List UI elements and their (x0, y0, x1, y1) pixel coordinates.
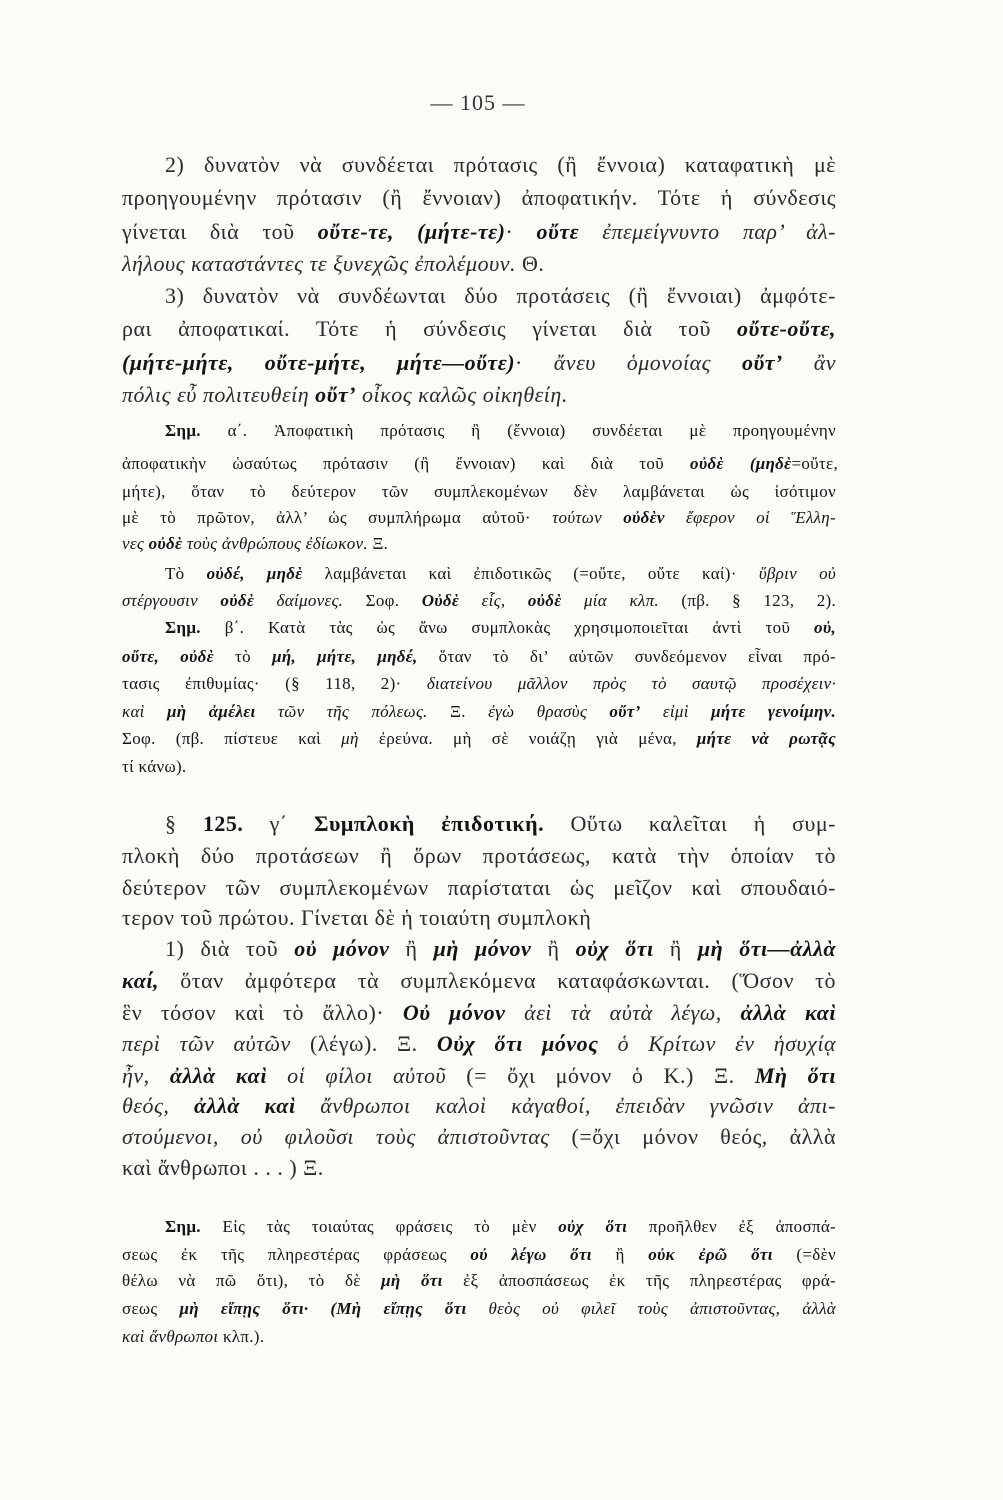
bold-term-run: οὐχ ὅτι (575, 936, 654, 961)
section-heading-line (165, 809, 836, 839)
bold-label-run: Σημ. (165, 618, 201, 637)
italic-example-run: νες (122, 534, 149, 553)
italic-example-run: τῶν τῆς πόλεως. (255, 702, 428, 721)
bold-term-run: οὐκ ἐρῶ ὅτι (648, 1245, 773, 1264)
text-run: σεως (122, 1299, 180, 1318)
text-run: κλπ.). (218, 1327, 265, 1346)
body-text-line (165, 281, 836, 311)
text-run: ἐρεύνα. μὴ σὲ νοιάζῃ γιὰ μένα, (358, 729, 697, 748)
text-run: 2) δυνατὸν νὰ συνδέεται πρότασις (ἢ ἔννοια) καταφατικὴ μὲ (165, 152, 836, 177)
bold-term-run: Μὴ ὅτι (754, 1063, 837, 1088)
italic-example-run: ἐπεμείγνυντο παρ’ ἀλ- (579, 219, 836, 244)
body-text-line (122, 217, 836, 247)
text-run: μὲ τὸ πρῶτον, ἀλλ’ ὡς συμπλήρωμα αὐτοῦ· (122, 508, 553, 527)
body-text-line (122, 1153, 836, 1183)
body-text-line (122, 314, 836, 344)
bold-term-run: οὔτ’ (315, 382, 357, 407)
italic-example-run: εἰμὶ (640, 702, 712, 721)
body-text-line (122, 841, 836, 871)
bold-term-run: οὐχ ὅτι (558, 1217, 628, 1236)
bold-term-run: οὔτε, οὐδὲ (122, 647, 214, 666)
note-text-line (122, 480, 836, 504)
text-run: ἢ (531, 936, 576, 961)
text-run: (=δὲν (772, 1245, 836, 1264)
italic-example-run: πόλις εὖ πολιτευθείη (122, 382, 316, 407)
bold-term-run: μή, μήτε, μηδέ, (272, 647, 418, 666)
text-run: ἢ (653, 936, 698, 961)
bold-term-run: Οὐ μόνον (402, 1000, 506, 1025)
body-text-line (122, 348, 836, 378)
body-text-line (122, 1091, 836, 1121)
text-run: γ΄ (243, 811, 315, 836)
note-text-line (122, 532, 836, 556)
italic-example-run: θεὸς οὐ φιλεῖ τοὺς ἀπιστοῦντας, ἀλλὰ (466, 1299, 836, 1318)
italic-example-run: περὶ τῶν αὐτῶν (122, 1031, 291, 1056)
italic-example-run: οἶκος καλῶς οἰκηθείη. (356, 382, 568, 407)
bold-term-run: Οὐδὲ (421, 591, 460, 610)
bold-term-run: οὔτ’ (609, 702, 641, 721)
text-run: λαμβάνεται καὶ ἐπιδοτικῶς (=οὔτε, οὔτε καί)· (302, 564, 759, 583)
bold-term-run: ἀλλὰ καὶ (194, 1093, 296, 1118)
text-run: =οὔτε, (791, 454, 838, 473)
text-run: 1) διὰ τοῦ (165, 936, 295, 961)
bold-term-run: οὐδὲ (527, 591, 562, 610)
text-run: προηγουμένην πρότασιν (ἢ ἔννοιαν) ἀποφατικήν. Τότε ἡ σύνδεσις (122, 185, 836, 210)
note-text-line (165, 616, 836, 640)
bold-term-run: μὴ μόνον (433, 936, 532, 961)
text-run: ἓν τόσον καὶ τὸ ἄλλο)· (122, 1000, 403, 1025)
text-run: Ξ. (427, 702, 489, 721)
text-run: πλοκὴ δύο προτάσεων ἢ ὅρων προτάσεως, κατὰ τὴν ὁποίαν τὸ (122, 843, 836, 868)
italic-example-run: στούμενοι, οὐ φιλοῦσι τοὺς ἀπιστοῦντας (122, 1124, 550, 1149)
italic-example-run: οἱ φίλοι αὐτοῦ (266, 1063, 447, 1088)
body-text-line (165, 150, 836, 180)
italic-example-run: ἔφερον οἱ Ἕλλη- (664, 508, 837, 527)
text-run: (πβ. § 123, 2). (658, 591, 837, 610)
bold-term-run: ἀλλὰ καὶ (169, 1063, 267, 1088)
italic-example-run: μία κλπ. (561, 591, 659, 610)
note-text-line (122, 1325, 836, 1349)
body-text-line (122, 966, 836, 996)
text-run: τασις ἐπιθυμίας· (§ 118, 2)· (122, 674, 427, 693)
bold-term-run: οὐδὲ (220, 591, 255, 610)
italic-example-run: στέργουσιν (122, 591, 221, 610)
text-run: (λέγω). Ξ. (290, 1031, 437, 1056)
note-text-line (165, 562, 836, 586)
text-run: ἐξ ἀποσπάσεως ἐκ τῆς πληρεστέρας φρά- (442, 1271, 836, 1290)
italic-example-run: ἐγὼ θρασὺς (488, 702, 610, 721)
italic-example-run: τοὺς ἀνθρώπους ἐδίωκον. (182, 534, 368, 553)
bold-term-run: οὐ μόνον (294, 936, 390, 961)
bold-term-run: Οὐχ ὅτι μόνος (436, 1031, 599, 1056)
bold-label-run: Συμπλοκὴ ἐπιδοτική. (314, 811, 545, 836)
bold-term-run: μὴ ὅτι—ἀλλὰ (697, 936, 837, 961)
text-run: ραι ἀποφατικαί. Τότε ἡ σύνδεσις γίνεται διὰ τοῦ (122, 316, 738, 341)
italic-example-run: ὁ Κρίτων ἐν ἡσυχίᾳ (598, 1031, 836, 1056)
bold-term-run: μήτε γενοίμην. (711, 702, 836, 721)
italic-example-run: ὕβριν οὐ (758, 564, 836, 583)
body-text-line (122, 183, 836, 213)
body-text-line (122, 1029, 836, 1059)
text-run: μήτε), ὅταν τὸ δεύτερον τῶν συμπλεκομένων δὲν λαμβάνεται ὡς ἰσότιμον (122, 482, 836, 501)
bold-term-run: ἀλλὰ καὶ (740, 1000, 837, 1025)
italic-example-run: ἂν (782, 350, 837, 375)
text-run: (= ὄχι μόνον ὁ Κ.) Ξ. (446, 1063, 755, 1088)
text-run: τί κάνω). (122, 757, 187, 776)
bold-term-run: οὐ λέγω ὅτι (470, 1245, 592, 1264)
bold-term-run: οὐδὲ (μηδὲ (690, 454, 792, 473)
body-text-line (122, 380, 836, 410)
body-text-line (122, 1122, 836, 1152)
body-text-line (122, 873, 836, 903)
italic-example-run: ἀεὶ τὰ αὐτὰ λέγω, (505, 1000, 741, 1025)
bold-term-run: καί, (122, 968, 160, 993)
text-run: Οὕτω καλεῖται ἡ συμ- (544, 811, 836, 836)
note-text-line (122, 506, 836, 530)
text-run: τερον τοῦ πρώτου. Γίνεται δὲ ἡ τοιαύτη συμπλοκὴ (122, 905, 592, 930)
bold-term-run: οὔτε-τε, (μήτε-τε) (317, 219, 506, 244)
body-text-line (122, 1061, 836, 1091)
note-text-line (122, 452, 838, 476)
note-text-line (122, 1269, 836, 1293)
bold-term-run: μὴ ἀμέλει (167, 702, 256, 721)
text-run: καὶ ἄνθρωποι . . . ) Ξ. (122, 1155, 324, 1180)
note-text-line (165, 1215, 836, 1239)
note-text-line (122, 672, 836, 696)
italic-example-run: καὶ ἄνθρωποι (122, 1327, 219, 1346)
bold-term-run: οὔτε-οὔτε, (737, 316, 836, 341)
bold-term-run: οὐδὲ (148, 534, 183, 553)
body-text-line (165, 934, 836, 964)
bold-label-run: Σημ. (165, 421, 201, 440)
italic-example-run: εἷς, (459, 591, 528, 610)
italic-example-run: ἦν, (122, 1063, 170, 1088)
text-run: γίνεται διὰ τοῦ (122, 219, 318, 244)
italic-example-run: μὴ (341, 729, 359, 748)
bold-term-run: μὴ ὅτι (381, 1271, 443, 1290)
text-run: προῆλθεν ἐξ ἀποσπά- (627, 1217, 836, 1236)
text-run: ὅταν τὸ δι’ αὐτῶν συνδεόμενον εἶναι πρό- (417, 647, 836, 666)
italic-example-run: καὶ (122, 702, 168, 721)
note-text-line (122, 727, 836, 751)
note-text-line (122, 645, 836, 669)
text-run: α΄. Ἀποφατικὴ πρότασις ἢ (ἔννοια) συνδέεται μὲ προηγουμένην (200, 421, 836, 440)
text-run: Εἰς τὰς τοιαύτας φράσεις τὸ μὲν (200, 1217, 559, 1236)
text-run: Θ. (515, 251, 545, 276)
text-run: · (505, 219, 537, 244)
text-run: τὸ (213, 647, 273, 666)
italic-example-run: τούτων (552, 508, 624, 527)
bold-term-run: μήτε νὰ ρωτᾷς (696, 729, 836, 748)
bold-term-run: (μήτε-μήτε, οὔτε-μήτε, μήτε—οὔτε) (122, 350, 516, 375)
bold-term-run: οὔτ’ (741, 350, 783, 375)
text-run: § (165, 811, 203, 836)
italic-example-run: λήλους καταστάντες τε ξυνεχῶς ἐπολέμουν. (122, 251, 516, 276)
text-run: Τὸ (165, 564, 207, 583)
note-text-line (122, 755, 836, 779)
bold-label-run: Σημ. (165, 1217, 201, 1236)
text-run: ὅταν ἀμφότερα τὰ συμπλεκόμενα καταφάσκωνται. (Ὅσον τὸ (159, 968, 836, 993)
text-run: Ξ. (367, 534, 389, 553)
body-text-line (122, 903, 836, 933)
note-text-line (122, 1243, 836, 1267)
text-run: (=ὄχι μόνον θεός, ἀλλὰ (549, 1124, 836, 1149)
text-run: σεως ἐκ τῆς πληρεστέρας φράσεως (122, 1245, 471, 1264)
note-text-line (122, 1297, 836, 1321)
bold-term-run: οὔτε (536, 219, 580, 244)
italic-example-run: ἄνθρωποι καλοὶ κἀγαθοί, ἐπειδὰν γνῶσιν ἀπι- (295, 1093, 836, 1118)
italic-example-run: ἄνευ ὁμονοίας (553, 350, 742, 375)
body-text-line (122, 249, 836, 279)
text-run: δεύτερον τῶν συμπλεκομένων παρίσταται ὡς μεῖζον καὶ σπουδαιό- (122, 875, 836, 900)
bold-term-run: οὐδέ, μηδὲ (206, 564, 303, 583)
text-run: ἀποφατικὴν ὡσαύτως πρότασιν (ἢ ἔννοιαν) καὶ διὰ τοῦ (122, 454, 691, 473)
bold-term-run: οὐ, (814, 618, 836, 637)
text-run: 3) δυνατὸν νὰ συνδέωνται δύο προτάσεις (ἢ ἔννοιαι) ἀμφότε- (165, 283, 836, 308)
italic-example-run: δαίμονες. (254, 591, 344, 610)
italic-example-run: διατείνου μᾶλλον πρὸς τὸ σαυτῷ προσέχειν· (426, 674, 836, 693)
text-run: ἢ (591, 1245, 649, 1264)
text-run: Σοφ. (πβ. πίστευε καὶ (122, 729, 342, 748)
note-text-line (165, 419, 836, 443)
body-text-line (122, 998, 836, 1028)
bold-label-run: 125. (202, 811, 244, 836)
italic-example-run: θεός, (122, 1093, 195, 1118)
page-number: — 105 — (430, 90, 526, 115)
bold-term-run: οὐδὲν (623, 508, 665, 527)
note-text-line (122, 700, 836, 724)
text-run: β΄. Κατὰ τὰς ὡς ἄνω συμπλοκὰς χρησιμοποιεῖται ἀντὶ τοῦ (200, 618, 815, 637)
bold-term-run: μὴ εἴπῃς ὅτι· (Μὴ εἴπῃς ὅτι (179, 1299, 467, 1318)
text-run: θέλω νὰ πῶ ὅτι), τὸ δὲ (122, 1271, 382, 1290)
text-run: ἢ (389, 936, 434, 961)
note-text-line (122, 589, 836, 613)
text-run: Σοφ. (343, 591, 422, 610)
text-run: · (515, 350, 554, 375)
